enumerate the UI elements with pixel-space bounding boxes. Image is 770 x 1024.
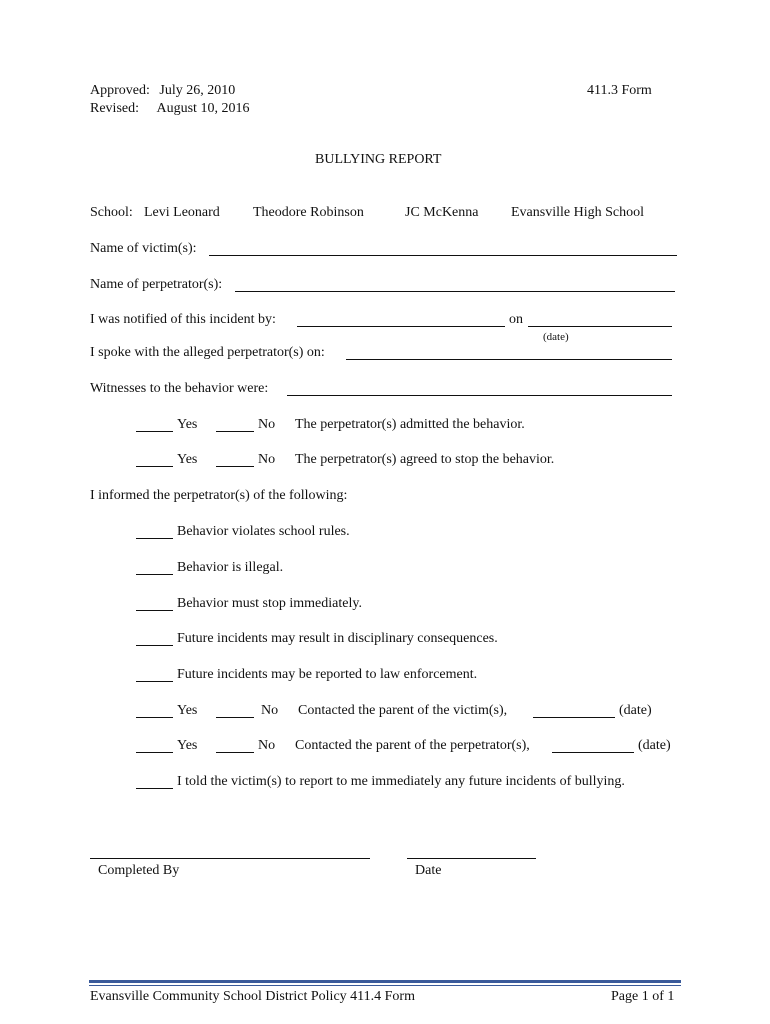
perpetrator-label: Name of perpetrator(s):	[90, 277, 223, 292]
revised-line	[90, 101, 249, 117]
victim-field[interactable]	[209, 255, 677, 256]
signature-date-line[interactable]	[407, 858, 536, 859]
completed-by-signature-line[interactable]	[90, 858, 370, 859]
perp-parent-date-field[interactable]	[552, 752, 634, 753]
perp-parent-yes-label: Yes	[177, 738, 198, 753]
witnesses-label: Witnesses to the behavior were:	[90, 381, 269, 396]
informed-item-blank[interactable]	[136, 645, 173, 646]
agreed-statement: The perpetrator(s) agreed to stop the behavior.	[295, 452, 555, 467]
informed-item: Behavior is illegal.	[177, 560, 284, 575]
informed-item-blank[interactable]	[136, 538, 173, 539]
footer-policy: Evansville Community School District Policy 411.4 Form	[90, 989, 415, 1004]
approved-line	[90, 83, 235, 99]
told-victim-statement: I told the victim(s) to report to me immediately any future incidents of bullying.	[177, 774, 625, 789]
victim-parent-statement: Contacted the parent of the victim(s),	[298, 703, 508, 718]
notified-date-field[interactable]	[528, 326, 672, 327]
informed-item: Behavior violates school rules.	[177, 524, 350, 539]
signature-date-label: Date	[415, 863, 442, 878]
informed-label: I informed the perpetrator(s) of the following:	[90, 488, 348, 503]
witnesses-field[interactable]	[287, 395, 672, 396]
informed-item: Future incidents may result in disciplinary consequences.	[177, 631, 498, 646]
footer-divider	[89, 980, 681, 983]
perpetrator-field[interactable]	[235, 291, 675, 292]
school-label: School:	[90, 205, 133, 220]
revised-date: August 10, 2016	[156, 101, 250, 116]
informed-item: Future incidents may be reported to law enforcement.	[177, 667, 478, 682]
school-option-theodore-robinson[interactable]: Theodore Robinson	[253, 205, 364, 220]
agreed-no-blank[interactable]	[216, 466, 254, 467]
admitted-yes-blank[interactable]	[136, 431, 173, 432]
page-title: BULLYING REPORT	[315, 152, 442, 167]
perp-parent-no-blank[interactable]	[216, 752, 254, 753]
agreed-yes-blank[interactable]	[136, 466, 173, 467]
admitted-statement: The perpetrator(s) admitted the behavior.	[295, 417, 525, 432]
revised-label: Revised:	[90, 101, 139, 116]
school-option-evansville-high[interactable]: Evansville High School	[511, 205, 644, 220]
informed-item-blank[interactable]	[136, 574, 173, 575]
victim-parent-date-suffix: (date)	[619, 703, 652, 718]
school-option-jc-mckenna[interactable]: JC McKenna	[405, 205, 479, 220]
footer-divider-thin	[89, 985, 681, 986]
victim-label: Name of victim(s):	[90, 241, 197, 256]
agreed-no-label: No	[258, 452, 276, 467]
footer-page-number: Page 1 of 1	[611, 989, 675, 1004]
perp-parent-date-suffix: (date)	[638, 738, 671, 753]
school-option-levi-leonard[interactable]: Levi Leonard	[144, 205, 220, 220]
date-hint: (date)	[543, 331, 569, 343]
victim-parent-no-label: No	[261, 703, 279, 718]
informed-item-blank[interactable]	[136, 681, 173, 682]
admitted-yes-label: Yes	[177, 417, 198, 432]
approved-label: Approved:	[90, 83, 150, 98]
agreed-yes-label: Yes	[177, 452, 198, 467]
informed-item-blank[interactable]	[136, 610, 173, 611]
perp-parent-statement: Contacted the parent of the perpetrator(s),	[295, 738, 530, 753]
notified-label: I was notified of this incident by:	[90, 312, 276, 327]
victim-parent-date-field[interactable]	[533, 717, 615, 718]
perp-parent-no-label: No	[258, 738, 276, 753]
approved-date: July 26, 2010	[159, 83, 236, 98]
victim-parent-yes-label: Yes	[177, 703, 198, 718]
spoke-date-field[interactable]	[346, 359, 672, 360]
spoke-label: I spoke with the alleged perpetrator(s) on:	[90, 345, 325, 360]
told-victim-blank[interactable]	[136, 788, 173, 789]
victim-parent-yes-blank[interactable]	[136, 717, 173, 718]
perp-parent-yes-blank[interactable]	[136, 752, 173, 753]
completed-by-label: Completed By	[98, 863, 180, 878]
form-number: 411.3 Form	[587, 83, 652, 98]
admitted-no-label: No	[258, 417, 276, 432]
informed-item: Behavior must stop immediately.	[177, 596, 362, 611]
notified-by-field[interactable]	[297, 326, 505, 327]
victim-parent-no-blank[interactable]	[216, 717, 254, 718]
admitted-no-blank[interactable]	[216, 431, 254, 432]
notified-on-label: on	[509, 312, 523, 327]
